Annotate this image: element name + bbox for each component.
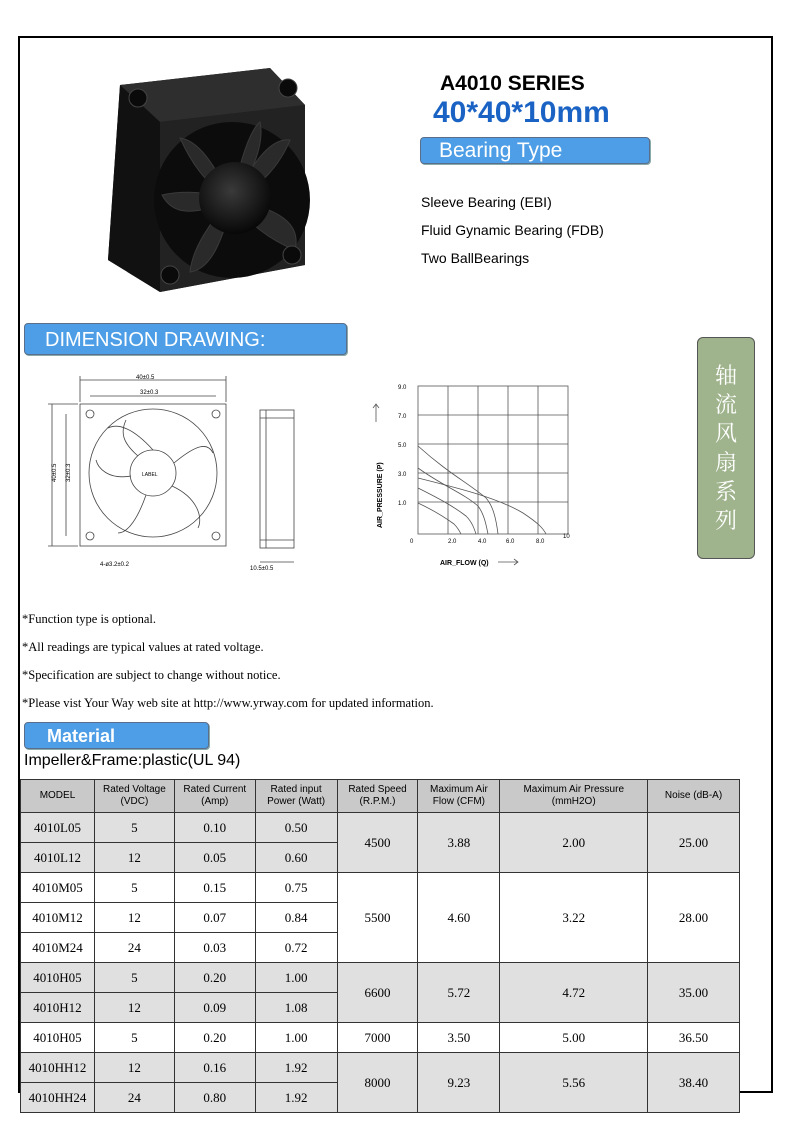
bearing-item: Two BallBearings	[421, 250, 530, 266]
cell-power: 1.00	[255, 1023, 337, 1053]
cell-voltage: 5	[94, 873, 174, 903]
bearing-item: Sleeve Bearing (EBI)	[421, 194, 552, 210]
material-text: Impeller&Frame:plastic(UL 94)	[24, 752, 241, 769]
bearing-item: Fluid Gynamic Bearing (FDB)	[421, 222, 604, 238]
cell-current: 0.10	[174, 813, 255, 843]
hole-pitch-label: 32±0.3	[140, 390, 159, 396]
cell-model: 4010H12	[21, 993, 95, 1023]
side-char: 列	[714, 509, 737, 534]
cell-model: 4010H05	[21, 963, 95, 993]
column-header: Noise (dB-A)	[648, 780, 740, 813]
cell-voltage: 12	[94, 843, 174, 873]
cell-power: 0.60	[255, 843, 337, 873]
cell-voltage: 12	[94, 993, 174, 1023]
fan-product-image	[100, 60, 320, 300]
cell-speed: 7000	[337, 1023, 418, 1053]
note: *All readings are typical values at rated voltage.	[22, 640, 264, 654]
cell-pressure: 3.22	[500, 873, 648, 963]
specs-table	[20, 779, 740, 1113]
column-header: Rated Current (Amp)	[174, 780, 255, 813]
cell-model: 4010H05	[21, 1023, 95, 1053]
side-char: 系	[714, 480, 737, 505]
notes-list	[22, 611, 434, 723]
hole-diameter-label: 4-ø3.2±0.2	[100, 562, 129, 568]
table-row	[21, 1023, 740, 1053]
x-tick: 2.0	[448, 539, 457, 545]
cell-noise: 25.00	[648, 813, 740, 873]
x-tick: 6.0	[506, 539, 515, 545]
cell-voltage: 5	[94, 963, 174, 993]
cell-power: 1.92	[255, 1083, 337, 1113]
cell-speed: 8000	[337, 1053, 418, 1113]
series-title: A4010 SERIES	[440, 72, 585, 95]
cell-flow: 3.88	[418, 813, 500, 873]
dimension-drawing	[38, 368, 358, 586]
size-title: 40*40*10mm	[433, 96, 610, 129]
side-char: 流	[714, 393, 737, 418]
table-row	[21, 813, 740, 843]
bearing-list	[421, 188, 604, 272]
cell-current: 0.07	[174, 903, 255, 933]
y-axis-title: AIR_PRESSURE (P)	[377, 462, 384, 528]
cell-power: 0.50	[255, 813, 337, 843]
cell-current: 0.80	[174, 1083, 255, 1113]
bearing-type-heading: Bearing Type	[420, 137, 650, 164]
cell-power: 0.75	[255, 873, 337, 903]
note: *Function type is optional.	[22, 612, 157, 626]
cell-model: 4010HH12	[21, 1053, 95, 1083]
x-tick: 8.0	[536, 539, 545, 545]
cell-current: 0.05	[174, 843, 255, 873]
cell-flow: 9.23	[418, 1053, 500, 1113]
table-row	[21, 963, 740, 993]
cell-voltage: 12	[94, 903, 174, 933]
y-tick: 7.0	[398, 414, 407, 420]
cell-flow: 3.50	[418, 1023, 500, 1053]
cell-pressure: 5.56	[500, 1053, 648, 1113]
cell-power: 1.00	[255, 963, 337, 993]
x-tick: 10	[563, 534, 570, 540]
column-header: Rated input Power (Watt)	[255, 780, 337, 813]
y-tick: 1.0	[398, 501, 407, 507]
cell-model: 4010M12	[21, 903, 95, 933]
note: *Please vist Your Way web site at http://www.yrway.com for updated information.	[22, 696, 434, 710]
x-tick: 4.0	[478, 539, 487, 545]
cell-flow: 4.60	[418, 873, 500, 963]
cell-voltage: 5	[94, 813, 174, 843]
cell-current: 0.20	[174, 963, 255, 993]
table-row	[21, 873, 740, 903]
cell-pressure: 4.72	[500, 963, 648, 1023]
side-char: 扇	[714, 451, 737, 476]
column-header: MODEL	[21, 780, 95, 813]
cell-voltage: 24	[94, 1083, 174, 1113]
cell-model: 4010L05	[21, 813, 95, 843]
y-tick: 3.0	[398, 472, 407, 478]
column-header: Maximum Air Pressure (mmH2O)	[500, 780, 648, 813]
y-tick: 9.0	[398, 385, 407, 391]
cell-current: 0.03	[174, 933, 255, 963]
cell-power: 0.72	[255, 933, 337, 963]
cell-voltage: 12	[94, 1053, 174, 1083]
cell-voltage: 5	[94, 1023, 174, 1053]
cell-noise: 35.00	[648, 963, 740, 1023]
side-category-label	[697, 337, 755, 559]
cell-flow: 5.72	[418, 963, 500, 1023]
y-tick: 5.0	[398, 443, 407, 449]
table-header-row	[21, 780, 740, 813]
pq-curve-chart	[368, 378, 578, 578]
cell-noise: 36.50	[648, 1023, 740, 1053]
hole-pitch-v-label: 32±0.3	[66, 463, 72, 482]
cell-current: 0.16	[174, 1053, 255, 1083]
note: *Specification are subject to change without notice.	[22, 668, 281, 682]
side-char: 风	[714, 422, 737, 447]
hub-label: LABEL	[142, 472, 158, 478]
column-header: Maximum Air Flow (CFM)	[418, 780, 500, 813]
cell-current: 0.15	[174, 873, 255, 903]
cell-model: 4010M24	[21, 933, 95, 963]
side-char: 轴	[714, 364, 737, 389]
cell-pressure: 5.00	[500, 1023, 648, 1053]
column-header: Rated Speed (R.P.M.)	[337, 780, 418, 813]
cell-noise: 38.40	[648, 1053, 740, 1113]
cell-power: 0.84	[255, 903, 337, 933]
material-heading: Material	[24, 722, 209, 749]
width-dimension-label: 40±0.5	[136, 375, 155, 381]
cell-current: 0.09	[174, 993, 255, 1023]
table-row	[21, 1053, 740, 1083]
x-axis-title: AIR_FLOW (Q)	[440, 560, 489, 567]
cell-current: 0.20	[174, 1023, 255, 1053]
depth-dimension-label: 10.5±0.5	[250, 566, 274, 572]
cell-power: 1.08	[255, 993, 337, 1023]
x-tick: 0	[410, 539, 414, 545]
column-header: Rated Voltage (VDC)	[94, 780, 174, 813]
cell-speed: 5500	[337, 873, 418, 963]
cell-speed: 4500	[337, 813, 418, 873]
cell-model: 4010HH24	[21, 1083, 95, 1113]
height-dimension-label: 40±0.5	[52, 463, 58, 482]
cell-power: 1.92	[255, 1053, 337, 1083]
cell-voltage: 24	[94, 933, 174, 963]
cell-noise: 28.00	[648, 873, 740, 963]
cell-model: 4010M05	[21, 873, 95, 903]
cell-model: 4010L12	[21, 843, 95, 873]
cell-pressure: 2.00	[500, 813, 648, 873]
dimension-drawing-heading: DIMENSION DRAWING:	[24, 323, 347, 355]
cell-speed: 6600	[337, 963, 418, 1023]
